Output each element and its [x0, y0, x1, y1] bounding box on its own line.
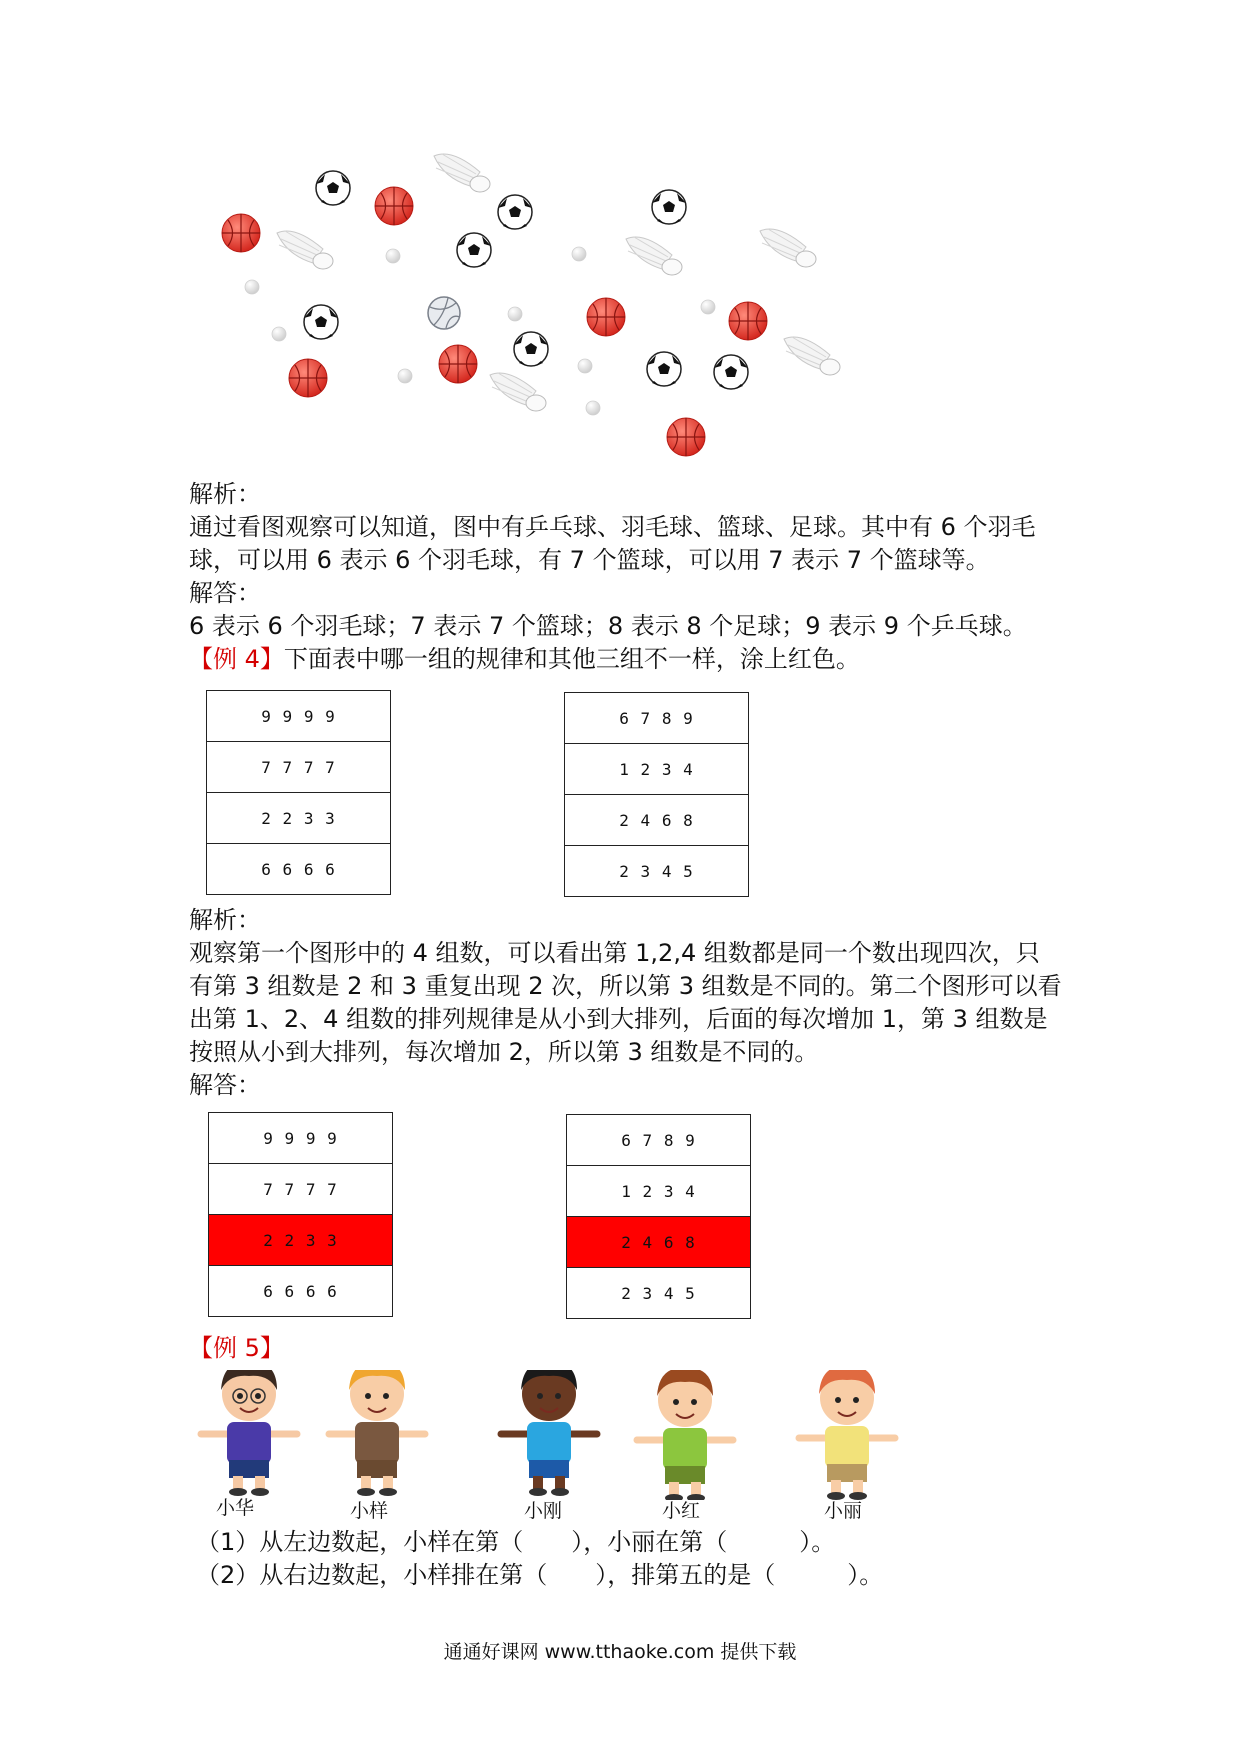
shuttlecock-icon: [784, 337, 840, 375]
table-row: 2 3 4 5: [621, 1283, 696, 1303]
ping-pong-ball-icon: [398, 369, 412, 383]
volleyball-icon: [428, 297, 460, 329]
soccer-ball-icon: [714, 355, 748, 389]
answer-heading: 解答：: [189, 1071, 261, 1099]
shuttlecock-icon: [277, 231, 333, 269]
table-row: 2 4 6 8: [565, 795, 748, 846]
analysis-text: 通过看图观察可以知道，图中有乒乓球、羽毛球、篮球、足球。其中有 6 个羽毛: [189, 513, 1036, 541]
analysis-text: 按照从小到大排列，每次增加 2，所以第 3 组数是不同的。: [189, 1038, 819, 1066]
table-row: 2 3 4 5: [619, 861, 694, 881]
soccer-ball-icon: [457, 233, 491, 267]
kid-name: 小样: [350, 1500, 389, 1522]
balls-illustration: [200, 140, 860, 470]
shuttlecock-icon: [490, 373, 546, 411]
basketball-icon: [375, 187, 413, 225]
kid-name: 小刚: [524, 1500, 563, 1522]
analysis-text: 出第 1、2、4 组数的排列规律是从小到大排列，后面的每次增加 1，第 3 组数是: [189, 1005, 1048, 1033]
table-row: 9 9 9 9: [209, 1113, 392, 1164]
basketball-icon: [729, 302, 767, 340]
basketball-icon: [667, 418, 705, 456]
kid-name: 小红: [662, 1500, 701, 1522]
kid-name: 小丽: [824, 1500, 863, 1522]
basketball-icon: [289, 359, 327, 397]
soccer-ball-icon: [498, 195, 532, 229]
soccer-ball-icon: [652, 190, 686, 224]
number-table-left: [206, 690, 391, 895]
boy-glasses-icon: [201, 1370, 297, 1496]
shuttlecock-icon: [434, 154, 490, 192]
table-row: 2 2 3 3: [207, 793, 390, 844]
soccer-ball-icon: [514, 332, 548, 366]
ping-pong-ball-icon: [701, 300, 715, 314]
girl-red-hair-icon: [799, 1370, 895, 1500]
analysis-text: 有第 3 组数是 2 和 3 重复出现 2 次，所以第 3 组数是不同的。第二个图形可以看: [189, 972, 1062, 1000]
table-row: 6 7 8 9: [567, 1115, 750, 1166]
table-row: 6 6 6 6: [263, 1281, 338, 1301]
boy-green-shirt-icon: [637, 1370, 733, 1500]
question-text: 下面表中哪一组的规律和其他三组不一样，涂上红色。: [283, 645, 860, 673]
table-row: 6 6 6 6: [261, 859, 336, 879]
ping-pong-ball-icon: [508, 307, 522, 321]
basketball-icon: [222, 214, 260, 252]
answer-text: 6 表示 6 个羽毛球；7 表示 7 个篮球；8 表示 8 个足球；9 表示 9 个乒乓球。: [189, 612, 1027, 640]
ping-pong-ball-icon: [572, 247, 586, 261]
shuttlecock-icon: [626, 237, 682, 275]
analysis-heading: 解析：: [189, 906, 261, 934]
basketball-icon: [439, 345, 477, 383]
page-footer: 通通好课网 www.tthaoke.com 提供下载: [443, 1641, 797, 1663]
table-row: 1 2 3 4: [567, 1166, 750, 1217]
answer-table-right: [566, 1114, 751, 1319]
soccer-ball-icon: [316, 171, 350, 205]
example-4-question: [189, 643, 860, 676]
table-row: 1 2 3 4: [565, 744, 748, 795]
basketball-icon: [587, 298, 625, 336]
ping-pong-ball-icon: [272, 327, 286, 341]
table-row: 7 7 7 7: [209, 1164, 392, 1215]
analysis-text: 观察第一个图形中的 4 组数，可以看出第 1,2,4 组数都是同一个数出现四次，只: [189, 939, 1040, 967]
ping-pong-ball-icon: [245, 280, 259, 294]
shuttlecock-icon: [760, 229, 816, 267]
question-2: （2）从右边数起，小样排在第（ ），排第五的是（ ）。: [196, 1561, 884, 1589]
ping-pong-ball-icon: [578, 359, 592, 373]
kid-name: 小华: [216, 1497, 255, 1519]
soccer-ball-icon: [647, 352, 681, 386]
table-row-highlighted: 2 2 3 3: [209, 1215, 392, 1266]
table-row: 6 7 8 9: [565, 693, 748, 744]
example-tag: 【例 5】: [189, 1334, 284, 1362]
table-row: 7 7 7 7: [207, 742, 390, 793]
soccer-ball-icon: [304, 305, 338, 339]
analysis-text: 球，可以用 6 表示 6 个羽毛球，有 7 个篮球，可以用 7 表示 7 个篮球等。: [189, 546, 990, 574]
answer-heading: 解答：: [189, 579, 261, 607]
question-1: （1）从左边数起，小样在第（ ），小丽在第（ ）。: [196, 1528, 836, 1556]
number-table-right: [564, 692, 749, 897]
ping-pong-ball-icon: [586, 401, 600, 415]
answer-table-left: [208, 1112, 393, 1317]
ping-pong-ball-icon: [386, 249, 400, 263]
table-row-highlighted: 2 4 6 8: [567, 1217, 750, 1268]
boy-dark-icon: [501, 1370, 597, 1496]
example-tag: 【例 4】: [189, 645, 284, 673]
boy-blond-icon: [329, 1370, 425, 1496]
analysis-heading: 解析：: [189, 480, 261, 508]
table-row: 9 9 9 9: [207, 691, 390, 742]
children-illustration: [190, 1370, 920, 1500]
